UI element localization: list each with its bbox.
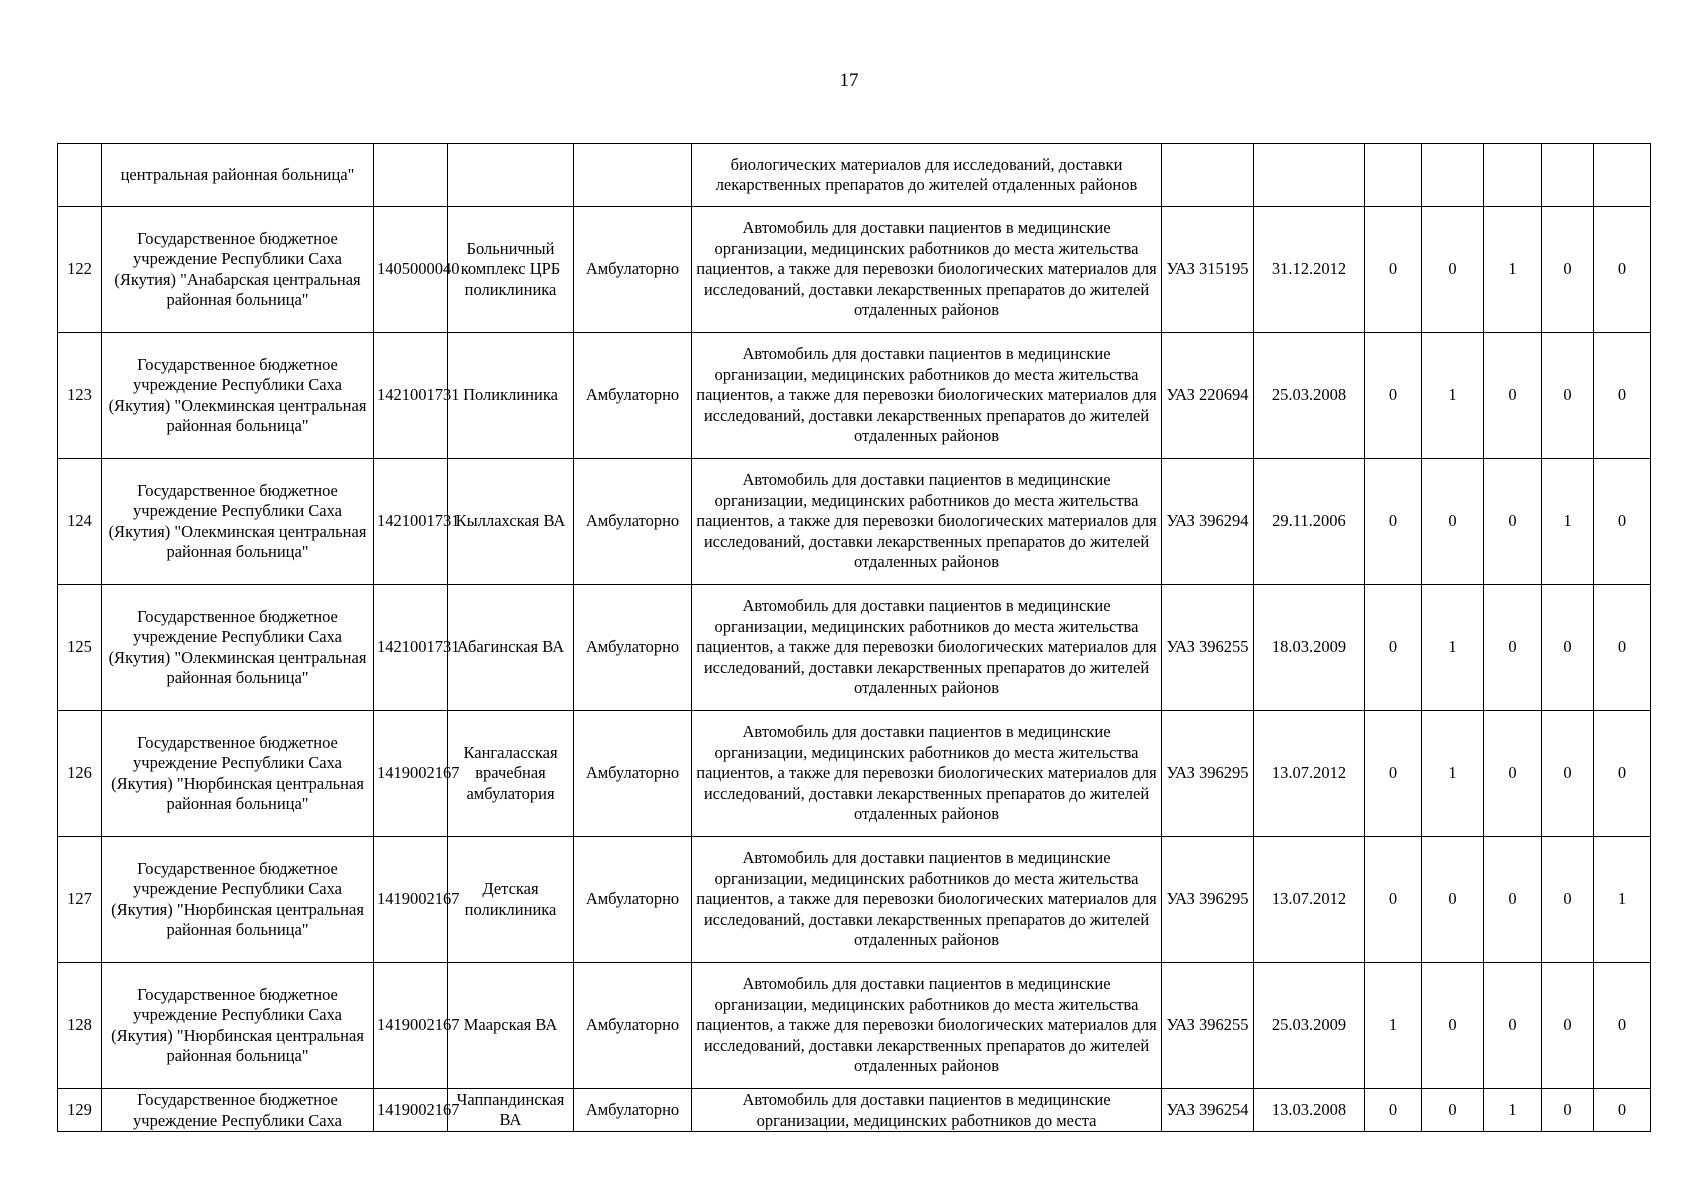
num-cell: 129	[58, 1089, 102, 1132]
date-cell: 25.03.2008	[1254, 333, 1365, 459]
count-cell-3: 1	[1484, 1089, 1542, 1132]
num-cell	[58, 144, 102, 207]
date-cell: 13.03.2008	[1254, 1089, 1365, 1132]
subdivision-cell: Детская поликлиника	[448, 837, 574, 963]
subdivision-cell: Абагинская ВА	[448, 585, 574, 711]
institution-cell: Государственное бюджетное учреждение Республики Саха (Якутия) "Олекминская центральная районная больница"	[102, 459, 374, 585]
subdivision-cell: Кыллахская ВА	[448, 459, 574, 585]
count-cell-1: 0	[1365, 333, 1422, 459]
date-cell: 13.07.2012	[1254, 837, 1365, 963]
code-cell: 1421001731	[374, 585, 448, 711]
code-cell: 1405000040	[374, 207, 448, 333]
care-type-cell: Амбулаторно	[574, 837, 692, 963]
count-cell-4: 0	[1542, 1089, 1594, 1132]
institution-cell: Государственное бюджетное учреждение Республики Саха (Якутия) "Нюрбинская центральная районная больница"	[102, 963, 374, 1089]
table-row-continuation	[58, 144, 1651, 207]
institution-cell: Государственное бюджетное учреждение Республики Саха (Якутия) "Нюрбинская центральная районная больница"	[102, 837, 374, 963]
date-cell: 25.03.2009	[1254, 963, 1365, 1089]
vehicle-cell: УАЗ 220694	[1162, 333, 1254, 459]
count-cell-4: 0	[1542, 837, 1594, 963]
purpose-cell: Автомобиль для доставки пациентов в медицинские организации, медицинских работников до места жительства пациентов, а также для перевозки биологических материалов для исследований, доставки лекарственных препаратов до жителей отдаленных районов	[692, 333, 1162, 459]
count-cell-5: 0	[1594, 711, 1651, 837]
count-cell	[1542, 144, 1594, 207]
subdivision-cell: Маарская ВА	[448, 963, 574, 1089]
count-cell-2: 0	[1422, 207, 1484, 333]
count-cell-1: 0	[1365, 459, 1422, 585]
subdivision-cell: Больничный комплекс ЦРБ поликлиника	[448, 207, 574, 333]
table-row	[58, 711, 1651, 837]
count-cell-3: 0	[1484, 333, 1542, 459]
date-cell: 29.11.2006	[1254, 459, 1365, 585]
num-cell: 122	[58, 207, 102, 333]
code-cell: 1421001731	[374, 333, 448, 459]
count-cell-4: 0	[1542, 207, 1594, 333]
count-cell-4: 0	[1542, 585, 1594, 711]
institution-cell: Государственное бюджетное учреждение Республики Саха (Якутия) "Нюрбинская центральная районная больница"	[102, 711, 374, 837]
date-cell: 31.12.2012	[1254, 207, 1365, 333]
table-row	[58, 459, 1651, 585]
subdivision-cell	[448, 144, 574, 207]
count-cell-5: 0	[1594, 459, 1651, 585]
count-cell	[1365, 144, 1422, 207]
count-cell-5: 1	[1594, 837, 1651, 963]
vehicle-cell	[1162, 144, 1254, 207]
date-cell: 13.07.2012	[1254, 711, 1365, 837]
purpose-cell: Автомобиль для доставки пациентов в медицинские организации, медицинских работников до места жительства пациентов, а также для перевозки биологических материалов для исследований, доставки лекарственных препаратов до жителей отдаленных районов	[692, 837, 1162, 963]
count-cell-4: 0	[1542, 711, 1594, 837]
count-cell-3: 0	[1484, 711, 1542, 837]
count-cell-1: 0	[1365, 207, 1422, 333]
vehicle-cell: УАЗ 396295	[1162, 711, 1254, 837]
count-cell-1: 0	[1365, 1089, 1422, 1132]
institution-cell: Государственное бюджетное учреждение Республики Саха	[102, 1089, 374, 1132]
care-type-cell: Амбулаторно	[574, 333, 692, 459]
vehicle-cell: УАЗ 396294	[1162, 459, 1254, 585]
care-type-cell: Амбулаторно	[574, 1089, 692, 1132]
purpose-cell: Автомобиль для доставки пациентов в медицинские организации, медицинских работников до места жительства пациентов, а также для перевозки биологических материалов для исследований, доставки лекарственных препаратов до жителей отдаленных районов	[692, 711, 1162, 837]
count-cell	[1484, 144, 1542, 207]
count-cell-2: 0	[1422, 963, 1484, 1089]
code-cell: 1419002167	[374, 963, 448, 1089]
purpose-cell: Автомобиль для доставки пациентов в медицинские организации, медицинских работников до места	[692, 1089, 1162, 1132]
purpose-cell: Автомобиль для доставки пациентов в медицинские организации, медицинских работников до места жительства пациентов, а также для перевозки биологических материалов для исследований, доставки лекарственных препаратов до жителей отдаленных районов	[692, 963, 1162, 1089]
date-cell	[1254, 144, 1365, 207]
vehicle-cell: УАЗ 396295	[1162, 837, 1254, 963]
count-cell	[1594, 144, 1651, 207]
table-row	[58, 837, 1651, 963]
purpose-cell: Автомобиль для доставки пациентов в медицинские организации, медицинских работников до места жительства пациентов, а также для перевозки биологических материалов для исследований, доставки лекарственных препаратов до жителей отдаленных районов	[692, 459, 1162, 585]
code-cell: 1421001731	[374, 459, 448, 585]
num-cell: 126	[58, 711, 102, 837]
count-cell-2: 1	[1422, 585, 1484, 711]
count-cell-3: 0	[1484, 837, 1542, 963]
count-cell-1: 0	[1365, 585, 1422, 711]
count-cell-2: 0	[1422, 837, 1484, 963]
count-cell-4: 0	[1542, 333, 1594, 459]
num-cell: 124	[58, 459, 102, 585]
count-cell-2: 0	[1422, 459, 1484, 585]
table-row-last	[58, 1089, 1651, 1132]
code-cell: 1419002167	[374, 837, 448, 963]
purpose-cell: Автомобиль для доставки пациентов в медицинские организации, медицинских работников до места жительства пациентов, а также для перевозки биологических материалов для исследований, доставки лекарственных препаратов до жителей отдаленных районов	[692, 207, 1162, 333]
code-cell: 1419002167	[374, 1089, 448, 1132]
care-type-cell: Амбулаторно	[574, 459, 692, 585]
count-cell-4: 1	[1542, 459, 1594, 585]
count-cell-3: 1	[1484, 207, 1542, 333]
count-cell-5: 0	[1594, 333, 1651, 459]
count-cell-3: 0	[1484, 963, 1542, 1089]
page-number: 17	[839, 70, 859, 91]
vehicle-cell: УАЗ 315195	[1162, 207, 1254, 333]
num-cell: 125	[58, 585, 102, 711]
institution-cell: центральная районная больница"	[102, 144, 374, 207]
count-cell-4: 0	[1542, 963, 1594, 1089]
institution-cell: Государственное бюджетное учреждение Республики Саха (Якутия) "Олекминская центральная районная больница"	[102, 333, 374, 459]
subdivision-cell: Чаппандинская ВА	[448, 1089, 574, 1132]
date-cell: 18.03.2009	[1254, 585, 1365, 711]
count-cell-5: 0	[1594, 207, 1651, 333]
table-row	[58, 207, 1651, 333]
count-cell-2: 0	[1422, 1089, 1484, 1132]
table-row	[58, 963, 1651, 1089]
care-type-cell: Амбулаторно	[574, 207, 692, 333]
vehicle-cell: УАЗ 396254	[1162, 1089, 1254, 1132]
num-cell: 123	[58, 333, 102, 459]
num-cell: 128	[58, 963, 102, 1089]
count-cell-1: 1	[1365, 963, 1422, 1089]
count-cell-2: 1	[1422, 333, 1484, 459]
count-cell-3: 0	[1484, 459, 1542, 585]
purpose-cell: Автомобиль для доставки пациентов в медицинские организации, медицинских работников до места жительства пациентов, а также для перевозки биологических материалов для исследований, доставки лекарственных препаратов до жителей отдаленных районов	[692, 585, 1162, 711]
subdivision-cell: Поликлиника	[448, 333, 574, 459]
vehicle-cell: УАЗ 396255	[1162, 963, 1254, 1089]
care-type-cell: Амбулаторно	[574, 585, 692, 711]
institution-cell: Государственное бюджетное учреждение Республики Саха (Якутия) "Олекминская центральная районная больница"	[102, 585, 374, 711]
purpose-cell: биологических материалов для исследований, доставки лекарственных препаратов до жителей отдаленных районов	[692, 144, 1162, 207]
count-cell-5: 0	[1594, 963, 1651, 1089]
care-type-cell	[574, 144, 692, 207]
count-cell-5: 0	[1594, 585, 1651, 711]
care-type-cell: Амбулаторно	[574, 711, 692, 837]
care-type-cell: Амбулаторно	[574, 963, 692, 1089]
code-cell: 1419002167	[374, 711, 448, 837]
vehicle-cell: УАЗ 396255	[1162, 585, 1254, 711]
num-cell: 127	[58, 837, 102, 963]
table-row	[58, 333, 1651, 459]
vehicle-registry-table	[57, 143, 1651, 1132]
count-cell-2: 1	[1422, 711, 1484, 837]
count-cell	[1422, 144, 1484, 207]
count-cell-1: 0	[1365, 837, 1422, 963]
count-cell-3: 0	[1484, 585, 1542, 711]
institution-cell: Государственное бюджетное учреждение Республики Саха (Якутия) "Анабарская центральная районная больница"	[102, 207, 374, 333]
subdivision-cell: Кангаласская врачебная амбулатория	[448, 711, 574, 837]
count-cell-5: 0	[1594, 1089, 1651, 1132]
table-row	[58, 585, 1651, 711]
code-cell	[374, 144, 448, 207]
count-cell-1: 0	[1365, 711, 1422, 837]
